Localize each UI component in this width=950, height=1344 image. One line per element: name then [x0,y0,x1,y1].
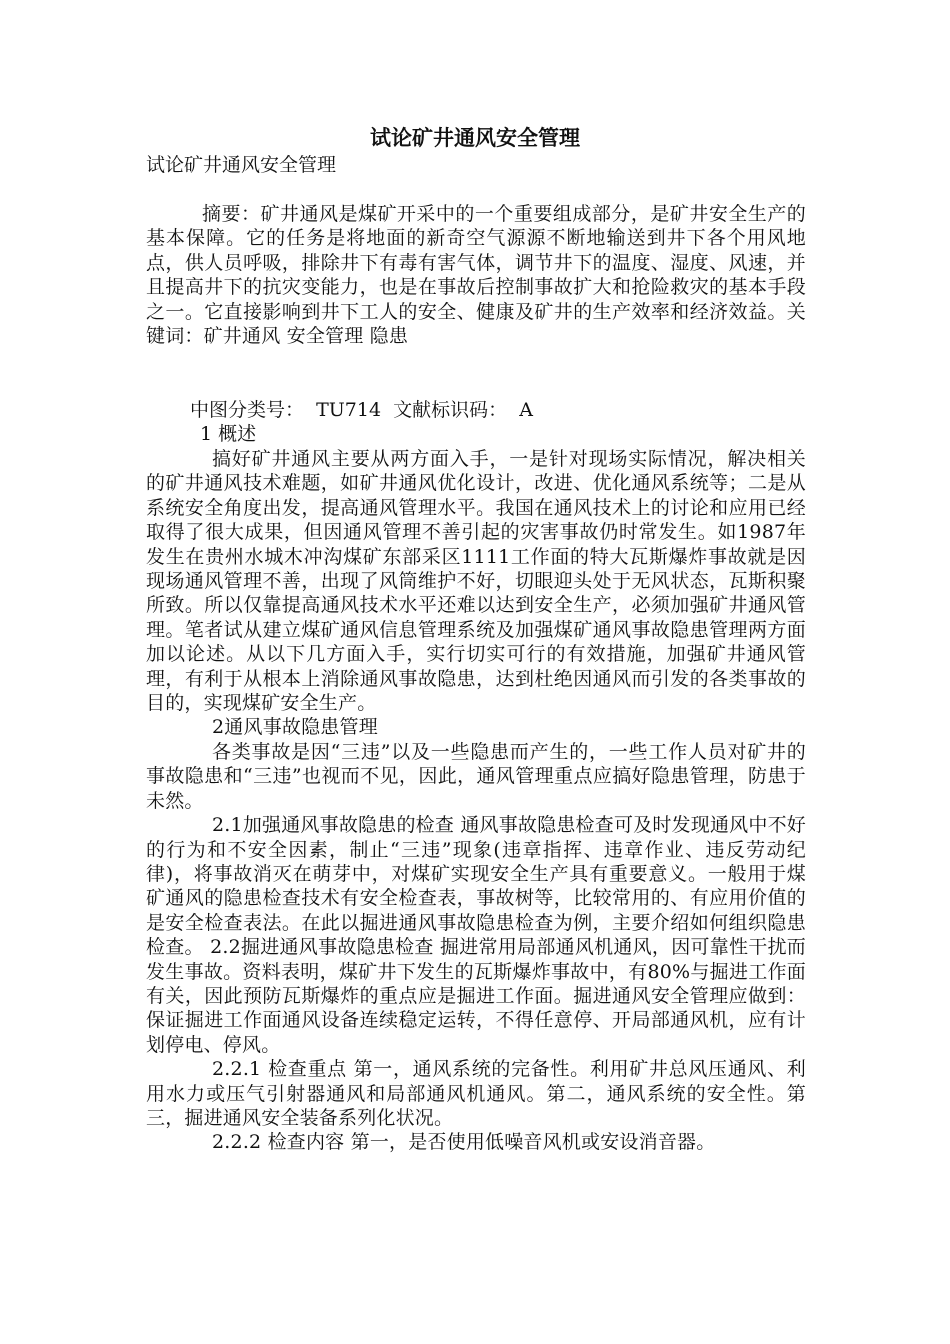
classification-line: 中图分类号： TU714 文献标识码： A [190,399,533,421]
document-subtitle: 试论矿井通风安全管理 [146,154,337,176]
paragraph-inspection-focus: 2.2.1 检查重点 第一，通风系统的完备性。利用矿井总风压通风、利用水力或压气引射器通风和局部通风机通风。第二，通风系统的安全性。第三，掘进通风安全装备系列化状况。 [146,1058,806,1129]
section-heading-hazard-management: 2通风事故隐患管理 [212,716,378,739]
paragraph-hazard-intro: 各类事故是因“三违”以及一些隐患而产生的，一些工作人员对矿井的事故隐患和“三违”也视而不见，因此，通风管理重点应搞好隐患管理，防患于未然。 [146,740,806,812]
paragraph-overview: 搞好矿井通风主要从两方面入手，一是针对现场实际情况，解决相关的矿井通风技术难题，如矿井通风优化设计，改进、优化通风系统等；二是从系统安全角度出发，提高通风管理水平。我国在通风技术上的讨论和应用已经取得了很大成果，但因通风管理不善引起的灾害事故仍时常发生。如1987年发生在贵州水城木冲沟煤矿东部采区1111工作面的特大瓦斯爆炸事故就是因现场通风管理不善，出现了风筒维护不好，切眼迎头处于无风状态，瓦斯积聚所致。所以仅靠提高通风技术水平还难以达到安全生产，必须加强矿井通风管理。笔者试从建立煤矿通风信息管理系统及加强煤矿通风事故隐患管理两方面加以论述。从以下几方面入手，实行切实可行的有效措施，加强矿井通风管理，有利于从根本上消除通风事故隐患，达到杜绝因通风而引发的各类事故的目的，实现煤矿安全生产。 [146,448,806,715]
abstract-paragraph: 摘要：矿井通风是煤矿开采中的一个重要组成部分，是矿井安全生产的基本保障。它的任务是将地面的新奇空气源源不断地输送到井下各个用风地点，供人员呼吸，排除井下有毒有害气体，调节井下的温度、湿度、风速，并且提高井下的抗灾变能力，也是在事故后控制事故扩大和抢险救灾的基本手段之一。它直接影响到井下工人的安全、健康及矿井的生产效率和经济效益。关键词：矿井通风 安全管理 隐患 [146,203,806,348]
paragraph-hazard-inspection: 2.1加强通风事故隐患的检查 通风事故隐患检查可及时发现通风中不好的行为和不安全因素，制止“三违”现象(违章指挥、违章作业、违反劳动纪律)，将事故消灭在萌芽中，对煤矿实现安全生产具有重要意义。一般用于煤矿通风的隐患检查技术有安全检查表，事故树等，比较常用的、有应用价值的是安全检查表法。在此以掘进通风事故隐患检查为例，主要介绍如何组织隐患检查。 2.2掘进通风事故隐患检查 掘进常用局部通风机通风，因可靠性干扰而发生事故。资料表明，煤矿井下发生的瓦斯爆炸事故中，有80%与掘进工作面有关，因此预防瓦斯爆炸的重点应是掘进工作面。掘进通风安全管理应做到：保证掘进工作面通风设备连续稳定运转，不得任意停、开局部通风机，应有计划停电、停风。 [146,814,806,1056]
main-body [146,447,806,1155]
paragraph-inspection-content: 2.2.2 检查内容 第一，是否使用低噪音风机或安设消音器。 [212,1131,716,1154]
document-title: 试论矿井通风安全管理 [370,126,580,150]
section-heading-overview: 1 概述 [200,423,257,445]
